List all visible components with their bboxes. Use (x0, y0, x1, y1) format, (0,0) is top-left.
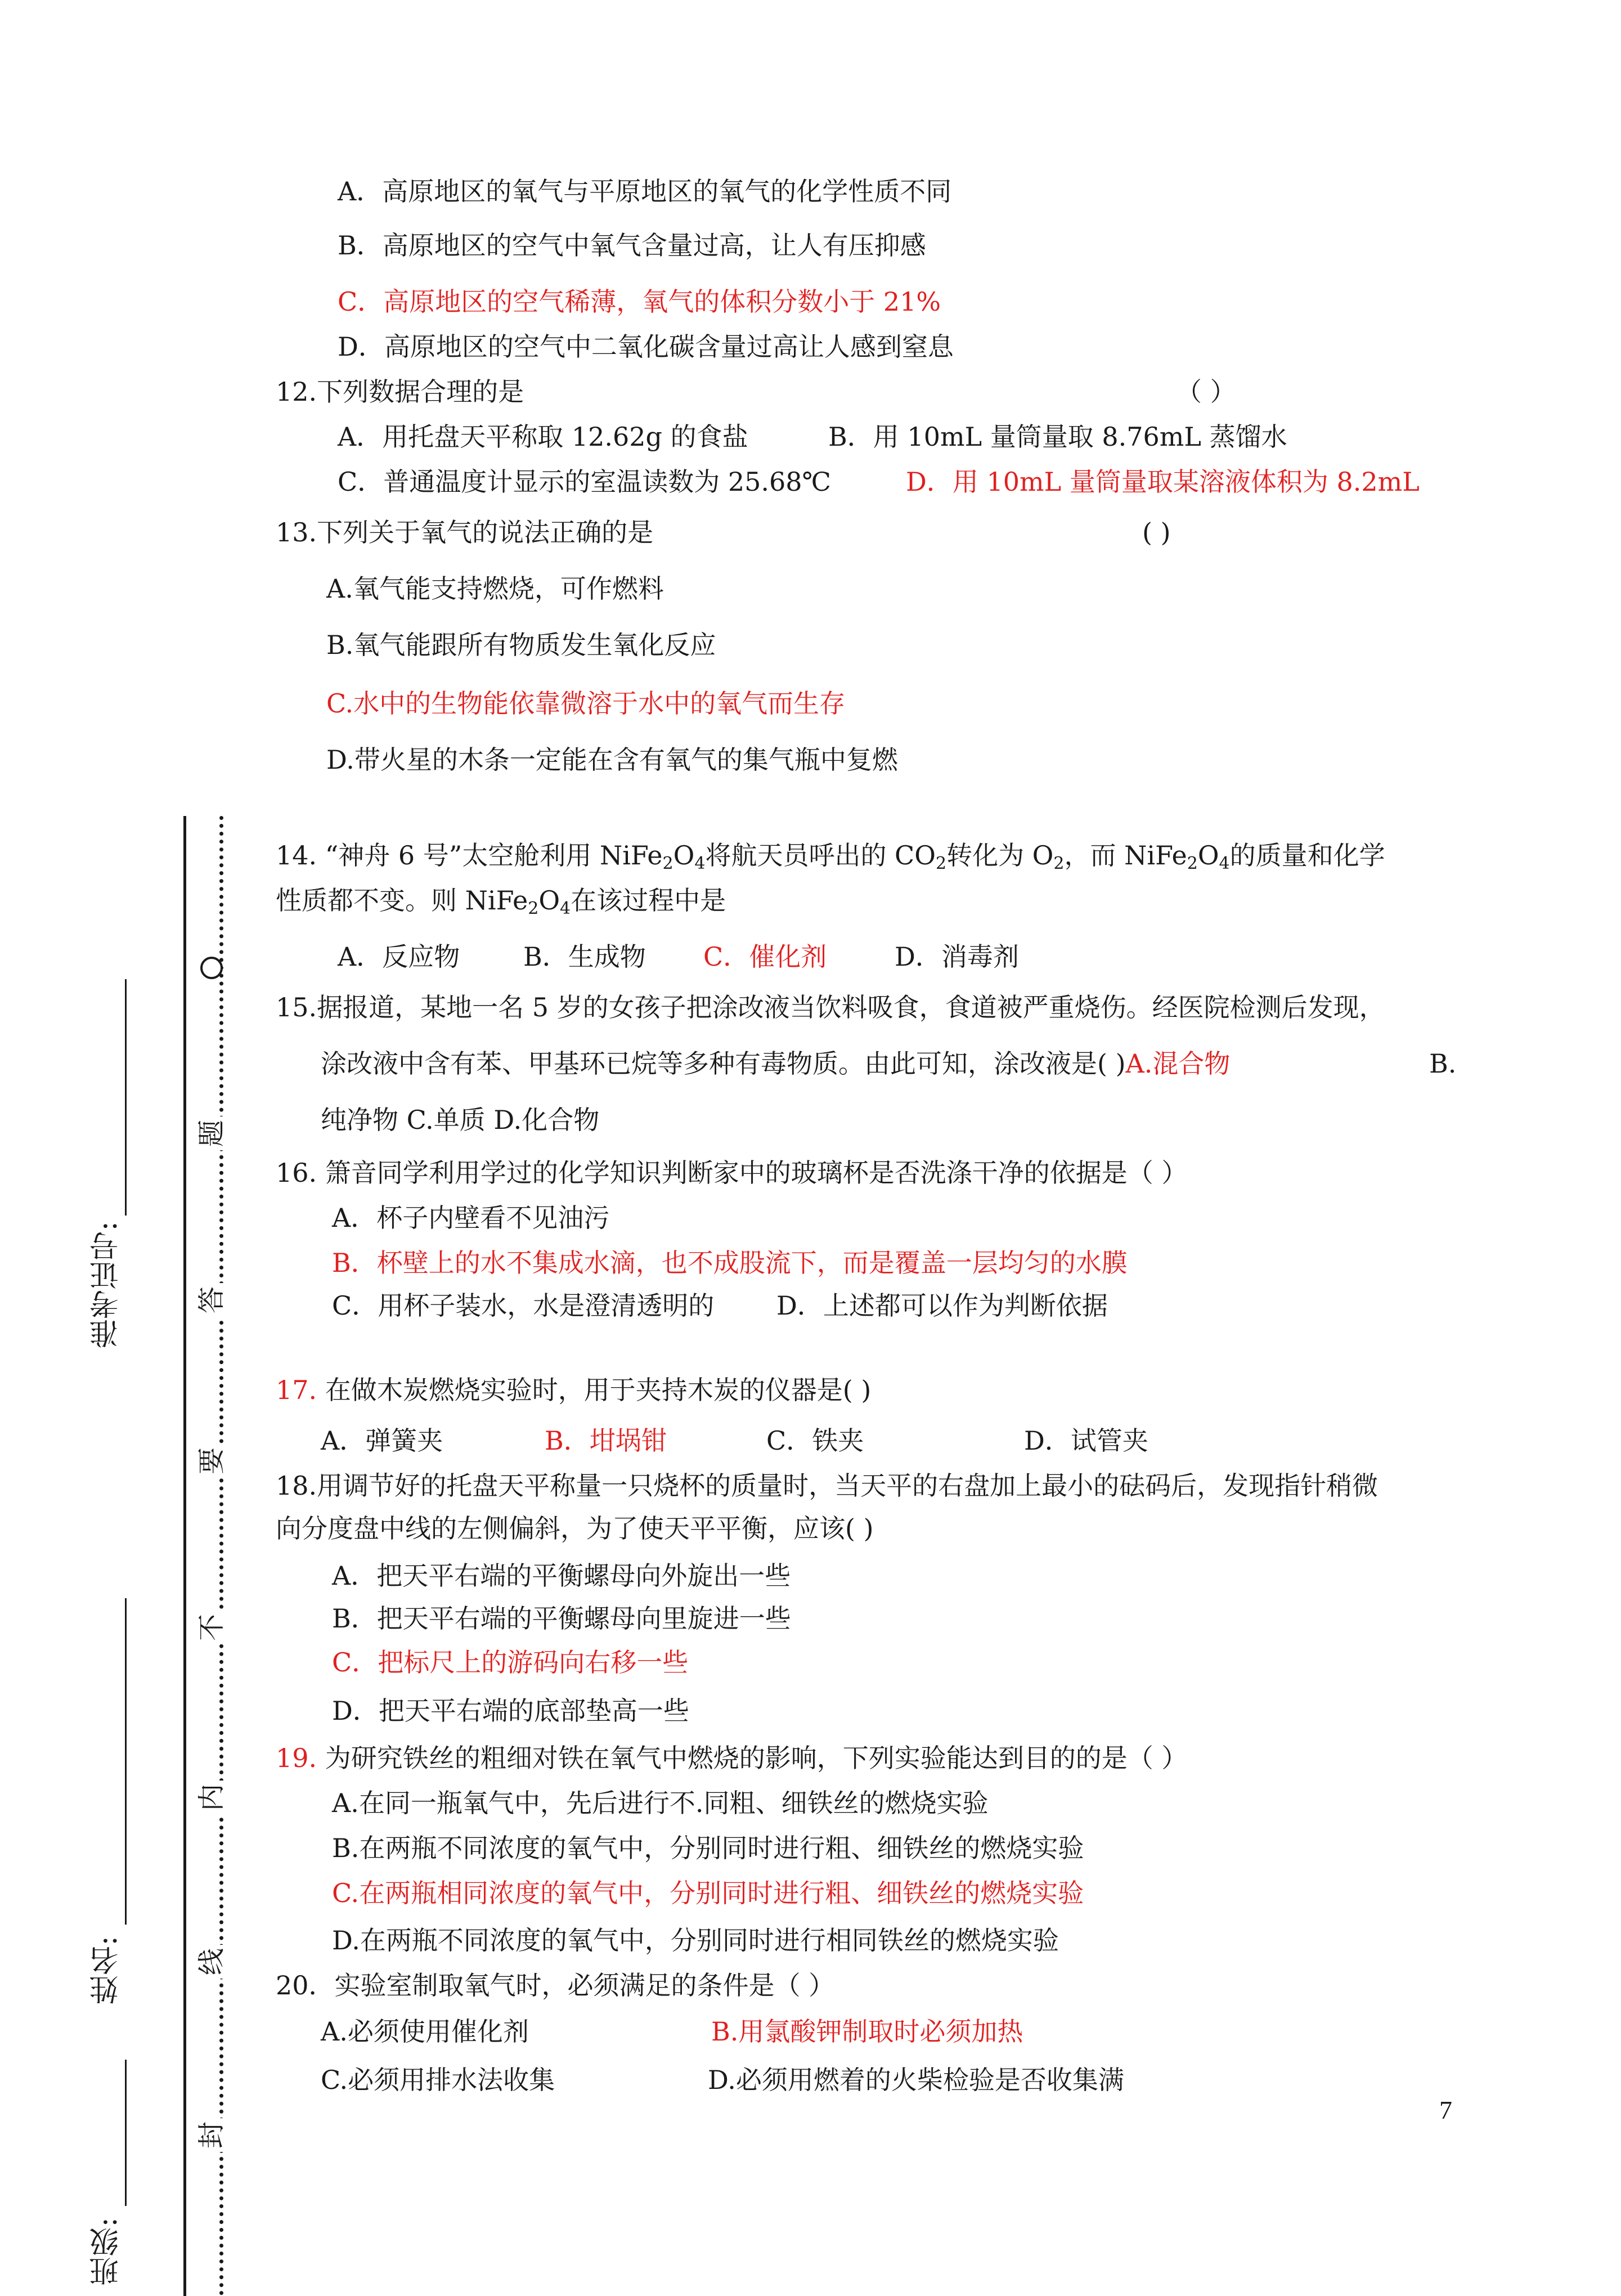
class-label: 班级: (90, 2217, 124, 2286)
q17-number: 17. (276, 1375, 317, 1405)
q17-option-c: C．铁夹 (766, 1425, 864, 1456)
q14-option-b: B．生成物 (523, 941, 646, 972)
q19-option-a: A.在同一瓶氧气中，先后进行不.同粗、细铁丝的燃烧实验 (332, 1788, 989, 1818)
q17-stem: 17. 在做木炭燃烧实验时，用于夹持木炭的仪器是( ) (276, 1375, 872, 1405)
q14-option-d: D．消毒剂 (895, 941, 1019, 972)
q11-option-c-answer: C．高原地区的空气稀薄，氧气的体积分数小于 21% (338, 286, 941, 317)
seal-char-da: 答 (196, 1283, 227, 1317)
q18-option-d: D．把天平右端的底部垫高一些 (332, 1696, 689, 1726)
q17-option-a: A．弹簧夹 (321, 1425, 443, 1456)
seal-char-yao: 要 (196, 1444, 227, 1478)
q19-stem: 19. 为研究铁丝的粗细对铁在氧气中燃烧的影响，下列实验能达到目的的是（ ） (276, 1743, 1188, 1773)
seal-char-feng: 封 (196, 2118, 227, 2152)
exam-id-blank[interactable] (125, 979, 127, 1216)
q14-stem-line2: 性质都不变。则 $NiFe_2O_4$在该过程中是 (276, 885, 726, 918)
q15-stem-line3: 纯净物 C.单质 D.化合物 (321, 1105, 600, 1135)
q13-answer-paren: ( ) (1142, 517, 1171, 548)
q14-option-c-answer: C．催化剂 (703, 941, 827, 972)
q18-option-a: A．把天平右端的平衡螺母向外旋出一些 (332, 1560, 791, 1591)
q16-stem: 16. 箫音同学利用学过的化学知识判断家中的玻璃杯是否洗涤干净的依据是（ ） (276, 1158, 1188, 1188)
q12-option-a: A．用托盘天平称取 12.62g 的食盐 (338, 421, 748, 452)
q18-option-b: B．把天平右端的平衡螺母向里旋进一些 (332, 1603, 791, 1634)
q14-option-a: A．反应物 (338, 941, 460, 972)
q13-option-b: B.氧气能跟所有物质发生氧化反应 (326, 630, 716, 660)
q16-option-b-answer: B．杯壁上的水不集成水滴，也不成股流下，而是覆盖一层均匀的水膜 (332, 1248, 1128, 1278)
q18-option-c-answer: C．把标尺上的游码向右移一些 (332, 1647, 689, 1678)
q19-option-d: D.在两瓶不同浓度的氧气中，分别同时进行相同铁丝的燃烧实验 (332, 1925, 1059, 1956)
seal-char-ti: 题 (196, 1116, 227, 1150)
q13-stem: 13.下列关于氧气的说法正确的是 (276, 517, 654, 548)
q20-option-c: C.必须用排水法收集 (321, 2065, 555, 2095)
q15-stem-line1: 15.据报道，某地一名 5 岁的女孩子把涂改液当饮料吸食，食道被严重烧伤。经医院检测后发现， (276, 992, 1385, 1023)
q16-option-d: D．上述都可以作为判断依据 (776, 1290, 1108, 1321)
class-blank[interactable] (125, 2060, 127, 2206)
q15-option-b-label: B. (1429, 1048, 1457, 1079)
q16-option-c: C．用杯子装水，水是澄清透明的 (332, 1290, 715, 1321)
q11-option-a: A．高原地区的氧气与平原地区的氧气的化学性质不同 (338, 176, 952, 207)
name-label: 姓名: (90, 1936, 124, 2004)
q12-answer-paren: （ ） (1176, 376, 1236, 407)
exam-id-label: 准考证号: (90, 1221, 124, 1348)
q20-option-b-answer: B.用氯酸钾制取时必须加热 (711, 2016, 1023, 2047)
q12-stem: 12.下列数据合理的是 (276, 376, 524, 407)
q18-stem-line1: 18.用调节好的托盘天平称量一只烧杯的质量时，当天平的右盘加上最小的砝码后，发现指针稍微 (276, 1470, 1378, 1501)
q16-option-a: A．杯子内壁看不见油污 (332, 1203, 610, 1233)
q19-option-b: B.在两瓶不同浓度的氧气中，分别同时进行粗、细铁丝的燃烧实验 (332, 1833, 1084, 1863)
name-blank[interactable] (125, 1598, 127, 1925)
q18-stem-line2: 向分度盘中线的左侧偏斜，为了使天平平衡，应该( ) (276, 1513, 874, 1544)
q12-option-b: B．用 10mL 量筒量取 8.76mL 蒸馏水 (828, 421, 1287, 452)
q15-option-a-answer: A.混合物 (1125, 1048, 1231, 1079)
q15-stem-line2: 涂改液中含有苯、甲基环已烷等多种有毒物质。由此可知，涂改液是( )A.混合物 (321, 1048, 1231, 1079)
seal-char-bu: 不 (196, 1611, 227, 1644)
q12-option-d-answer: D．用 10mL 量筒量取某溶液体积为 8.2mL (906, 467, 1420, 497)
seal-char-nei: 内 (196, 1781, 227, 1814)
q20-stem: 20．实验室制取氧气时，必须满足的条件是（ ） (276, 1970, 835, 2001)
q13-option-a: A.氧气能支持燃烧，可作燃料 (326, 573, 664, 604)
q20-option-a: A.必须使用催化剂 (321, 2016, 529, 2047)
q13-option-d: D.带火星的木条一定能在含有氧气的集气瓶中复燃 (326, 745, 898, 775)
page-number: 7 (1439, 2096, 1452, 2124)
q19-number: 19. (276, 1743, 317, 1773)
q17-option-b-answer: B．坩埚钳 (545, 1425, 667, 1456)
q13-option-c-answer: C.水中的生物能依靠微溶于水中的氧气而生存 (326, 688, 846, 719)
q17-option-d: D．试管夹 (1024, 1425, 1148, 1456)
seal-char-xian: 线 (196, 1945, 227, 1979)
q11-option-b: B．高原地区的空气中氧气含量过高，让人有压抑感 (338, 230, 926, 261)
seal-dotted-line (219, 816, 223, 2296)
q12-option-c: C．普通温度计显示的室温读数为 25.68℃ (338, 467, 831, 497)
q14-stem-line1: 14. “神舟 6 号”太空舱利用 $NiFe_2O_4$将航天员呼出的 $CO_2$转化为 $O_2$，而 $NiFe_2O_4$的质量和化学 (276, 840, 1385, 873)
q19-option-c-answer: C.在两瓶相同浓度的氧气中，分别同时进行粗、细铁丝的燃烧实验 (332, 1878, 1084, 1908)
seal-circle-mark (200, 957, 223, 979)
q20-option-d: D.必须用燃着的火柴检验是否收集满 (708, 2065, 1124, 2095)
q11-option-d: D．高原地区的空气中二氧化碳含量过高让人感到窒息 (338, 331, 954, 362)
binding-line-outer (183, 816, 186, 2296)
